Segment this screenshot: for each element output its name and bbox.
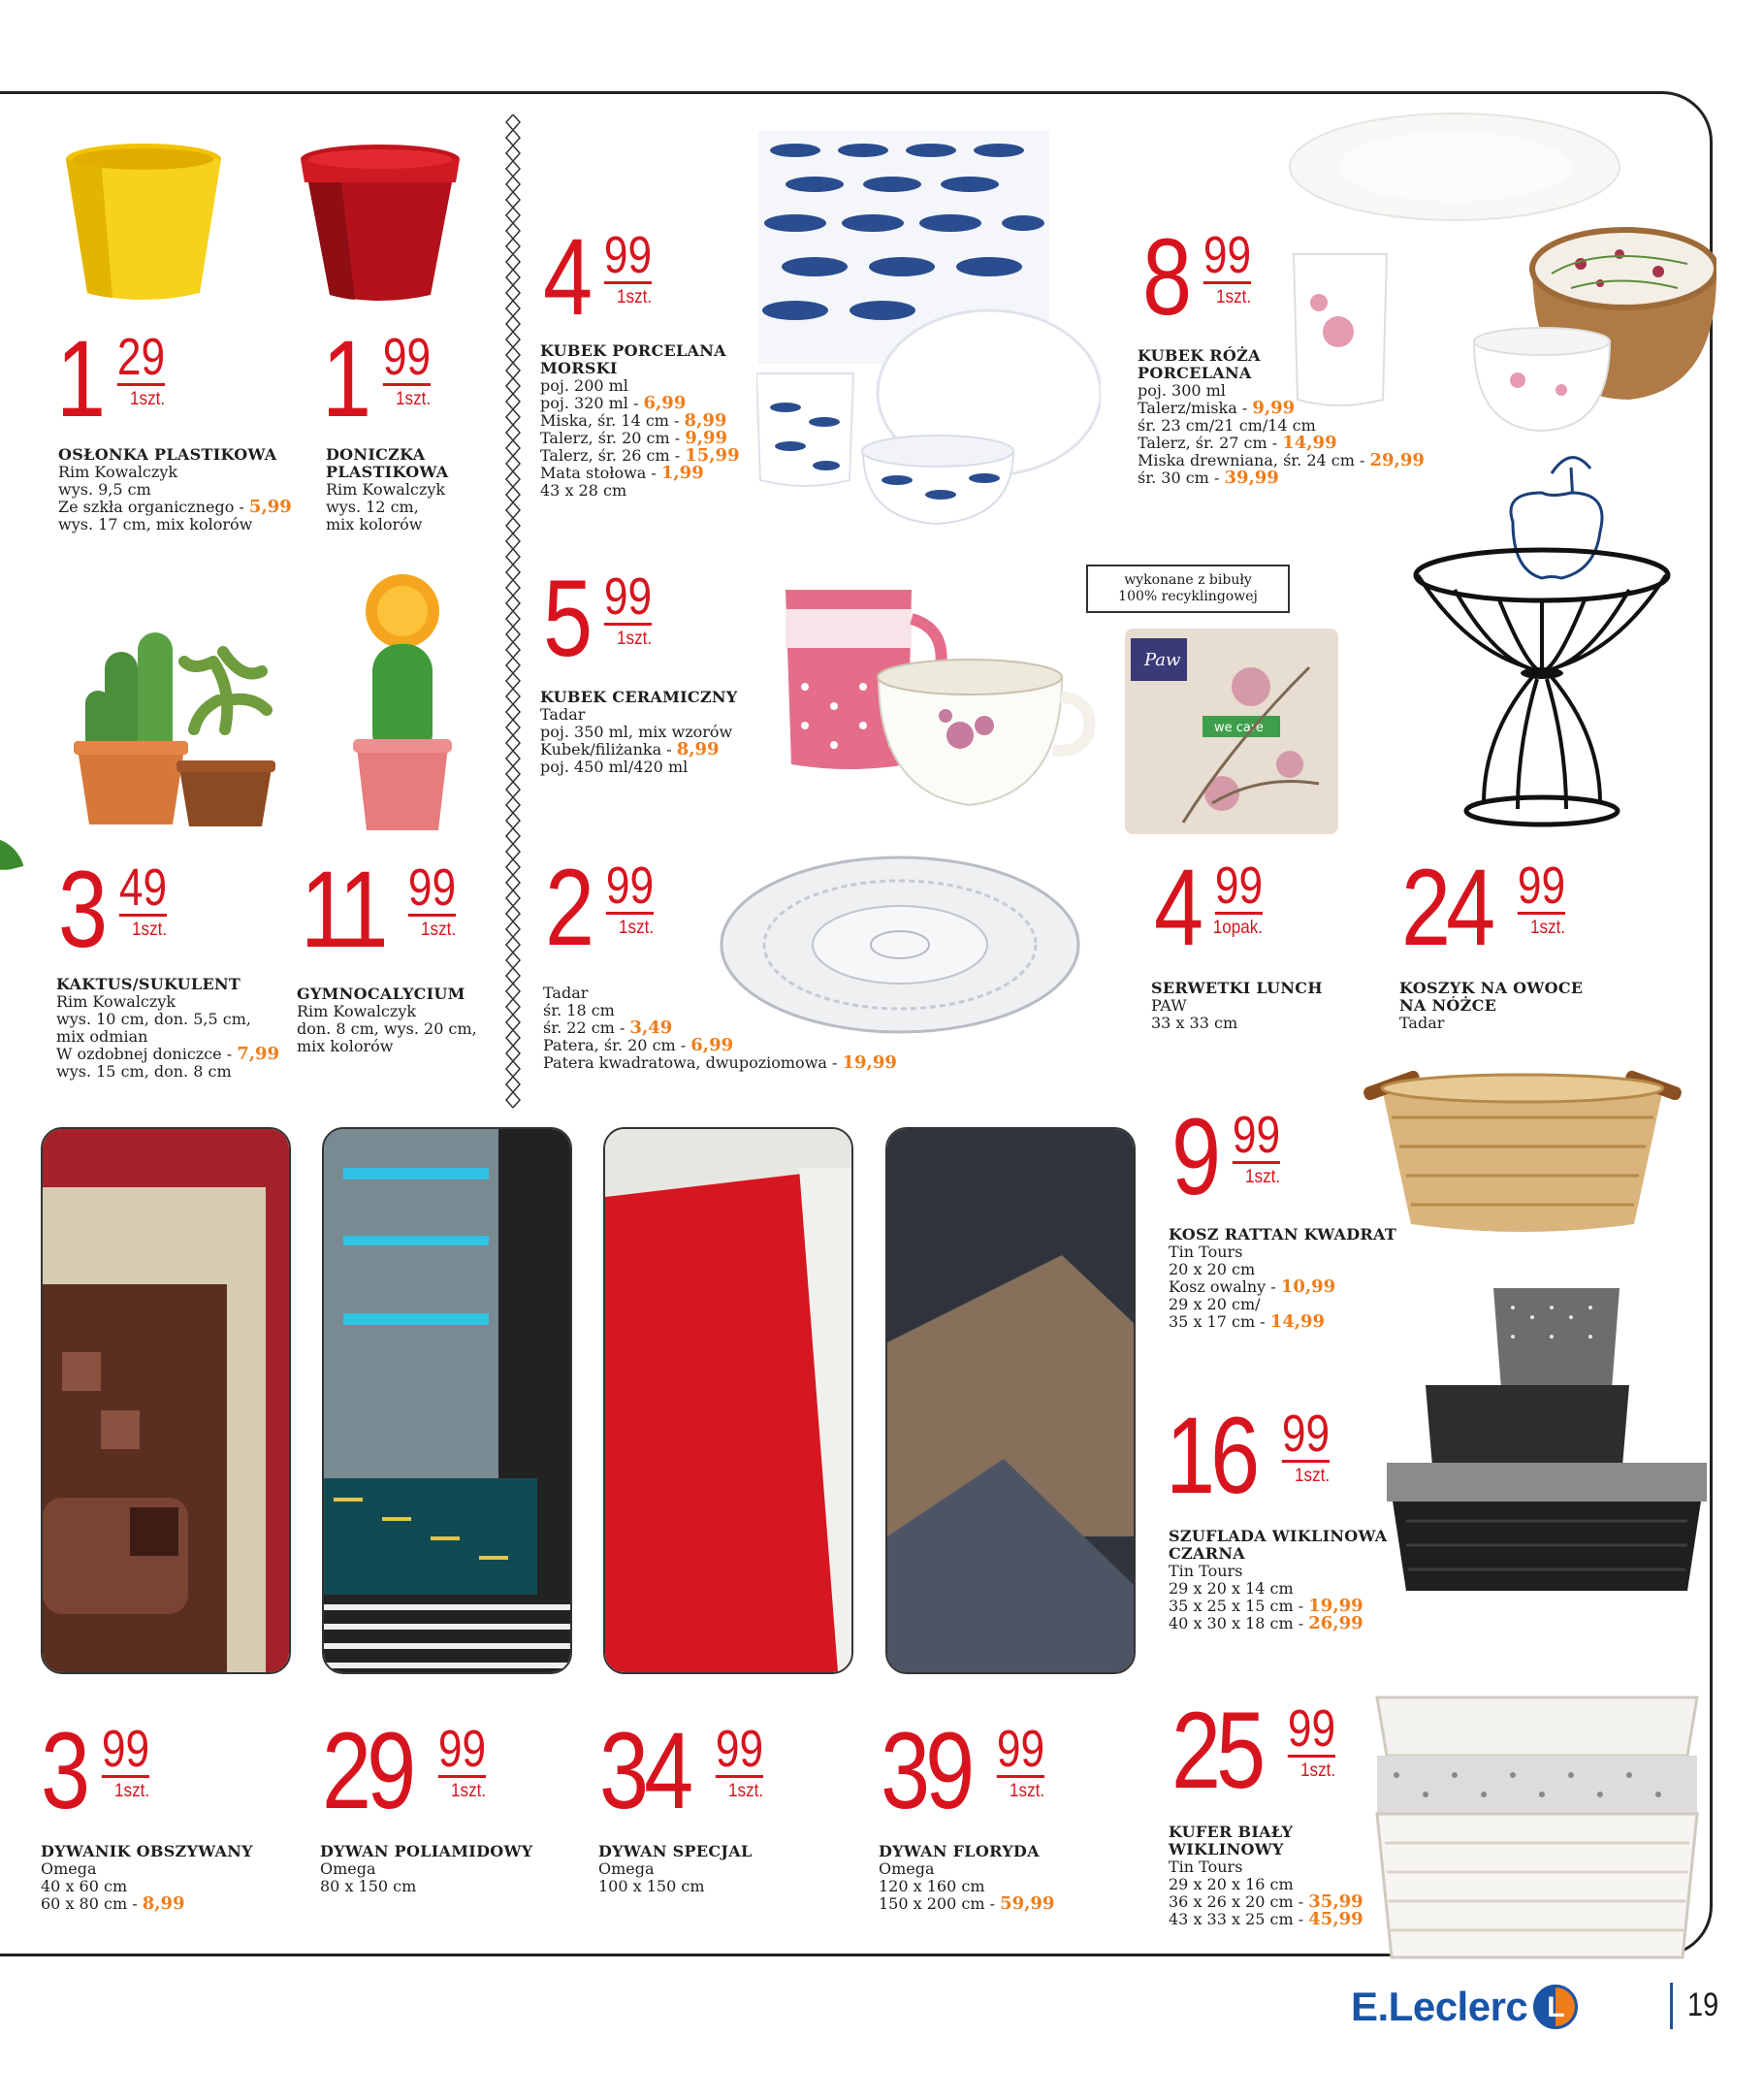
option-price: 59,99: [1000, 1893, 1055, 1914]
option-text: Talerz, śr. 27 cm -: [1138, 434, 1283, 452]
desc-line: Rim Kowalczyk: [56, 992, 176, 1011]
price-cents: 99: [1215, 856, 1264, 915]
desc-line: Tin Tours: [1169, 1243, 1243, 1261]
desc-doniczka: [326, 446, 448, 533]
price-szuflada: [1166, 1395, 1330, 1516]
product-name: DONICZKA: [326, 445, 426, 464]
eco-tag: [1086, 565, 1290, 613]
price-unit: 1szt.: [617, 629, 653, 649]
eleclerc-logo[interactable]: [1351, 1984, 1578, 2030]
white-wicker-chest-image: [1358, 1668, 1716, 1959]
desc-line: Tin Tours: [1169, 1858, 1243, 1876]
price-whole: 5: [543, 558, 589, 679]
yellow-pot-image: [62, 142, 225, 305]
option-text: Miska, śr. 14 cm -: [540, 411, 685, 430]
rug-image-dywanik: [41, 1127, 291, 1674]
option-text: śr. 22 cm -: [543, 1018, 630, 1037]
fruit-stand-image: [1406, 454, 1678, 834]
price-cents: 99: [1287, 1699, 1335, 1758]
price-cents: 99: [1233, 1106, 1281, 1164]
gymnocalycium-image: [349, 563, 456, 834]
desc-line: poj. 300 ml: [1138, 381, 1226, 400]
option-price: 6,99: [643, 393, 687, 413]
desc-line: 120 x 160 cm: [879, 1877, 985, 1895]
price-koszyk-owoce: [1401, 847, 1565, 968]
price-serwetki: [1154, 847, 1264, 968]
product-name: PORCELANA: [1138, 364, 1252, 382]
desc-line: wys. 9,5 cm: [58, 480, 151, 499]
desc-line: 29 x 20 x 16 cm: [1169, 1875, 1294, 1893]
option-text: Talerz/miska -: [1138, 399, 1253, 417]
product-name: KUBEK RÓŻA: [1138, 346, 1261, 365]
option-price: 14,99: [1282, 433, 1337, 453]
option-price: 35,99: [1308, 1891, 1363, 1912]
price-unit: 1szt.: [1245, 1167, 1281, 1187]
product-name: SZUFLADA WIKLINOWA: [1169, 1527, 1388, 1545]
desc-koszyk-owoce: [1399, 980, 1583, 1032]
option-text: Talerz, śr. 20 cm -: [540, 429, 686, 447]
red-pot-image: [299, 144, 462, 305]
price-whole: 2: [545, 847, 591, 968]
desc-line: 29 x 20 cm/: [1169, 1295, 1261, 1313]
price-unit: 1szt.: [1529, 918, 1565, 938]
option-text: 35 x 17 cm -: [1169, 1312, 1270, 1331]
option-price: 14,99: [1269, 1311, 1326, 1332]
product-name: GYMNOCALYCIUM: [297, 985, 465, 1003]
price-cents: 99: [604, 567, 653, 626]
desc-line: Tin Tours: [1169, 1562, 1243, 1580]
price-whole: 4: [543, 216, 589, 338]
desc-kosz-rattan: [1169, 1226, 1396, 1331]
desc-line: 100 x 150 cm: [598, 1877, 705, 1895]
price-kubek-roza: [1142, 216, 1252, 338]
price-gymno: [301, 849, 457, 970]
option-price: 3,49: [629, 1018, 673, 1038]
product-name: KUFER BIAŁY: [1169, 1823, 1294, 1841]
price-unit: 1szt.: [727, 1781, 763, 1801]
desc-line: 29 x 20 x 14 cm: [1169, 1579, 1294, 1598]
price-whole: 24: [1401, 847, 1491, 968]
option-price: 1,99: [660, 463, 704, 483]
price-whole: 3: [58, 849, 104, 970]
option-price: 19,99: [1308, 1596, 1363, 1616]
price-unit: 1szt.: [114, 1781, 150, 1801]
rattan-basket-image: [1363, 1059, 1683, 1240]
product-name: KOSZ RATTAN KWADRAT: [1169, 1225, 1397, 1244]
option-price: 19,99: [842, 1052, 897, 1073]
price-unit: 1szt.: [617, 287, 653, 307]
desc-dywan-poliamid: [320, 1843, 532, 1895]
option-text: śr. 30 cm -: [1138, 468, 1225, 487]
desc-serwetki: [1151, 980, 1323, 1032]
price-cents: 99: [1281, 1405, 1330, 1463]
price-dywan-poliamid: [322, 1710, 486, 1831]
price-oslonka: [56, 318, 166, 439]
desc-kubek-morski: [540, 342, 740, 500]
option-price: 29,99: [1369, 450, 1425, 470]
option-text: Mata stołowa -: [540, 464, 661, 482]
option-price: 7,99: [237, 1044, 280, 1064]
desc-line: śr. 18 cm: [543, 1001, 615, 1019]
price-kosz-rattan: [1171, 1096, 1281, 1217]
desc-dywanik: [41, 1843, 253, 1913]
price-kaktus: [58, 849, 168, 970]
desc-line: mix odmian: [56, 1027, 148, 1046]
option-price: 10,99: [1280, 1276, 1336, 1297]
option-text: 60 x 80 cm -: [41, 1894, 143, 1913]
price-cents: 99: [383, 328, 432, 386]
desc-line: Rim Kowalczyk: [326, 480, 446, 499]
price-whole: 39: [881, 1710, 971, 1831]
price-unit: 1szt.: [450, 1781, 486, 1801]
option-price: 9,99: [1252, 398, 1296, 418]
desc-line: Omega: [320, 1859, 376, 1878]
desc-line: Tadar: [1399, 1014, 1445, 1032]
desc-line: 40 x 60 cm: [41, 1877, 128, 1895]
desc-line: mix kolorów: [326, 515, 423, 533]
price-whole: 8: [1142, 216, 1188, 338]
price-doniczka: [322, 318, 432, 439]
option-text: Miska drewniana, śr. 24 cm -: [1138, 451, 1370, 469]
desc-szuflada: [1169, 1528, 1388, 1632]
desc-line: 43 x 28 cm: [540, 481, 627, 500]
price-cents: 99: [102, 1720, 150, 1778]
price-cents: 99: [437, 1720, 486, 1778]
product-name: NA NÓŻCE: [1399, 996, 1497, 1015]
option-text: Kubek/filiżanka -: [540, 740, 677, 759]
product-name: KOSZYK NA OWOCE: [1399, 979, 1584, 997]
option-text: Patera, śr. 20 cm -: [543, 1036, 691, 1054]
price-whole: 11: [301, 849, 384, 970]
desc-line: mix kolorów: [297, 1037, 394, 1055]
price-unit: 1szt.: [1294, 1466, 1330, 1486]
desc-line: wys. 15 cm, don. 8 cm: [56, 1062, 232, 1081]
price-unit: 1szt.: [396, 389, 432, 409]
napkin-label-text: we care: [1214, 721, 1264, 735]
price-unit: 1szt.: [130, 389, 166, 409]
eco-tag-line2: 100% recyklingowej: [1118, 589, 1258, 604]
price-unit: 1szt.: [132, 920, 168, 940]
price-whole: 34: [599, 1710, 690, 1831]
desc-dywan-floryda: [879, 1843, 1054, 1913]
eco-tag-line1: wykonane z bibuły: [1124, 572, 1252, 588]
desc-gymno: [297, 985, 477, 1055]
desc-line: Omega: [41, 1859, 97, 1878]
desc-kufer: [1169, 1824, 1363, 1928]
desc-dywan-specjal: [598, 1843, 753, 1895]
desc-line: wys. 12 cm,: [326, 498, 419, 516]
fish-porcelain-set-image: [756, 131, 1101, 529]
price-whole: 1: [322, 318, 368, 439]
desc-line: Tadar: [543, 984, 589, 1002]
price-dywan-specjal: [599, 1710, 763, 1831]
price-cents: 29: [117, 328, 166, 386]
desc-line: Tadar: [540, 705, 586, 724]
brand-name: E.Leclerc: [1351, 1984, 1528, 2029]
desc-line: 80 x 150 cm: [320, 1877, 417, 1895]
page-number-divider: [1670, 1983, 1673, 2029]
rug-image-poliamid: [322, 1127, 572, 1674]
price-unit: 1szt.: [619, 918, 655, 938]
price-whole: 4: [1154, 847, 1200, 968]
price-whole: 1: [56, 318, 102, 439]
price-whole: 16: [1166, 1395, 1256, 1516]
option-text: 35 x 25 x 15 cm -: [1169, 1597, 1309, 1615]
desc-line: wys. 10 cm, don. 5,5 cm,: [56, 1010, 251, 1028]
price-patera: [545, 847, 655, 968]
product-name: KUBEK CERAMICZNY: [540, 688, 738, 706]
desc-line: poj. 200 ml: [540, 376, 628, 395]
cactus-succulent-image: [68, 603, 291, 826]
price-cents: 99: [606, 856, 655, 915]
price-whole: 29: [322, 1710, 412, 1831]
product-name: DYWAN FLORYDA: [879, 1842, 1040, 1860]
desc-line: poj. 350 ml, mix wzorów: [540, 723, 733, 741]
desc-line: Rim Kowalczyk: [297, 1002, 417, 1020]
option-text: 40 x 30 x 18 cm -: [1169, 1614, 1309, 1632]
desc-line: Omega: [598, 1859, 655, 1878]
desc-kubek-roza: [1138, 347, 1425, 487]
rug-image-floryda: [885, 1127, 1136, 1674]
option-text: 150 x 200 cm -: [879, 1894, 1001, 1913]
option-price: 45,99: [1308, 1909, 1363, 1929]
price-cents: 49: [119, 858, 168, 917]
option-price: 15,99: [685, 445, 740, 466]
option-text: 43 x 33 x 25 cm -: [1169, 1910, 1309, 1928]
option-price: 8,99: [142, 1893, 185, 1914]
napkin-brand-text: Paw: [1144, 650, 1181, 670]
product-name: DYWAN SPECJAL: [598, 1842, 753, 1860]
desc-line: PAW: [1151, 996, 1187, 1015]
product-name: PLASTIKOWA: [326, 463, 449, 481]
product-name: OSŁONKA PLASTIKOWA: [58, 445, 277, 464]
price-cents: 99: [604, 226, 653, 284]
black-wicker-drawers-image: [1387, 1288, 1707, 1591]
option-text: 36 x 26 x 20 cm -: [1169, 1892, 1309, 1911]
desc-line: 20 x 20 cm: [1169, 1260, 1256, 1278]
price-cents: 99: [715, 1720, 763, 1778]
desc-line: don. 8 cm, wys. 20 cm,: [297, 1019, 477, 1038]
option-price: 5,99: [248, 497, 292, 517]
price-whole: 3: [41, 1710, 86, 1831]
option-text: W ozdobnej doniczce -: [56, 1045, 238, 1063]
price-cents: 99: [408, 858, 457, 917]
price-unit: 1szt.: [1216, 287, 1252, 307]
option-price: 6,99: [690, 1035, 734, 1055]
option-text: Talerz, śr. 26 cm -: [540, 446, 686, 465]
price-unit: 1opak.: [1213, 918, 1264, 938]
desc-line: 33 x 33 cm: [1151, 1014, 1238, 1032]
product-name: KUBEK PORCELANA: [540, 341, 726, 360]
napkins-pack-image: [1125, 629, 1338, 834]
brand-logo-letter: L: [1547, 1991, 1565, 2023]
product-name: MORSKI: [540, 359, 618, 377]
option-text: Patera kwadratowa, dwupoziomowa -: [543, 1053, 843, 1072]
desc-oslonka: [58, 446, 292, 533]
price-kubek-ceramiczny: [543, 558, 653, 679]
price-kubek-morski: [543, 216, 653, 338]
option-text: Kosz owalny -: [1169, 1277, 1281, 1296]
desc-line: poj. 450 ml/420 ml: [540, 758, 689, 776]
option-price: 8,99: [684, 410, 727, 431]
price-dywanik: [41, 1710, 150, 1831]
zigzag-divider: [504, 114, 522, 1110]
product-name: KAKTUS/SUKULENT: [56, 975, 241, 993]
option-text: poj. 320 ml -: [540, 394, 644, 412]
product-name: CZARNA: [1169, 1544, 1245, 1563]
desc-kaktus: [56, 976, 279, 1081]
brand-circle-icon: [1533, 1985, 1578, 2029]
price-cents: 99: [996, 1720, 1044, 1778]
desc-line: Rim Kowalczyk: [58, 463, 178, 481]
product-name: SERWETKI LUNCH: [1151, 979, 1323, 997]
product-name: WIKLINOWY: [1169, 1840, 1284, 1858]
price-whole: 25: [1171, 1690, 1262, 1811]
rug-image-specjal: [603, 1127, 853, 1674]
desc-kubek-ceramiczny: [540, 689, 738, 776]
option-price: 39,99: [1224, 468, 1279, 488]
product-name: DYWAN POLIAMIDOWY: [320, 1842, 533, 1860]
option-price: 8,99: [676, 739, 720, 759]
product-name: DYWANIK OBSZYWANY: [41, 1842, 253, 1860]
page-number: 19: [1687, 1987, 1719, 2023]
desc-line: śr. 23 cm/21 cm/14 cm: [1138, 416, 1316, 435]
option-text: Ze szkła organicznego -: [58, 498, 249, 516]
price-unit: 1szt.: [1299, 1761, 1335, 1781]
option-price: 26,99: [1308, 1613, 1363, 1633]
ceramic-mugs-image: [786, 580, 1096, 813]
price-cents: 99: [1517, 856, 1565, 915]
price-kufer: [1171, 1690, 1335, 1811]
price-whole: 9: [1171, 1096, 1217, 1217]
desc-patera: [543, 985, 897, 1072]
price-cents: 99: [1203, 226, 1252, 284]
price-dywan-floryda: [881, 1710, 1044, 1831]
option-price: 9,99: [685, 428, 728, 448]
desc-line: wys. 17 cm, mix kolorów: [58, 515, 253, 533]
price-unit: 1szt.: [421, 920, 457, 940]
price-unit: 1szt.: [1009, 1781, 1044, 1801]
desc-line: Omega: [879, 1859, 935, 1878]
